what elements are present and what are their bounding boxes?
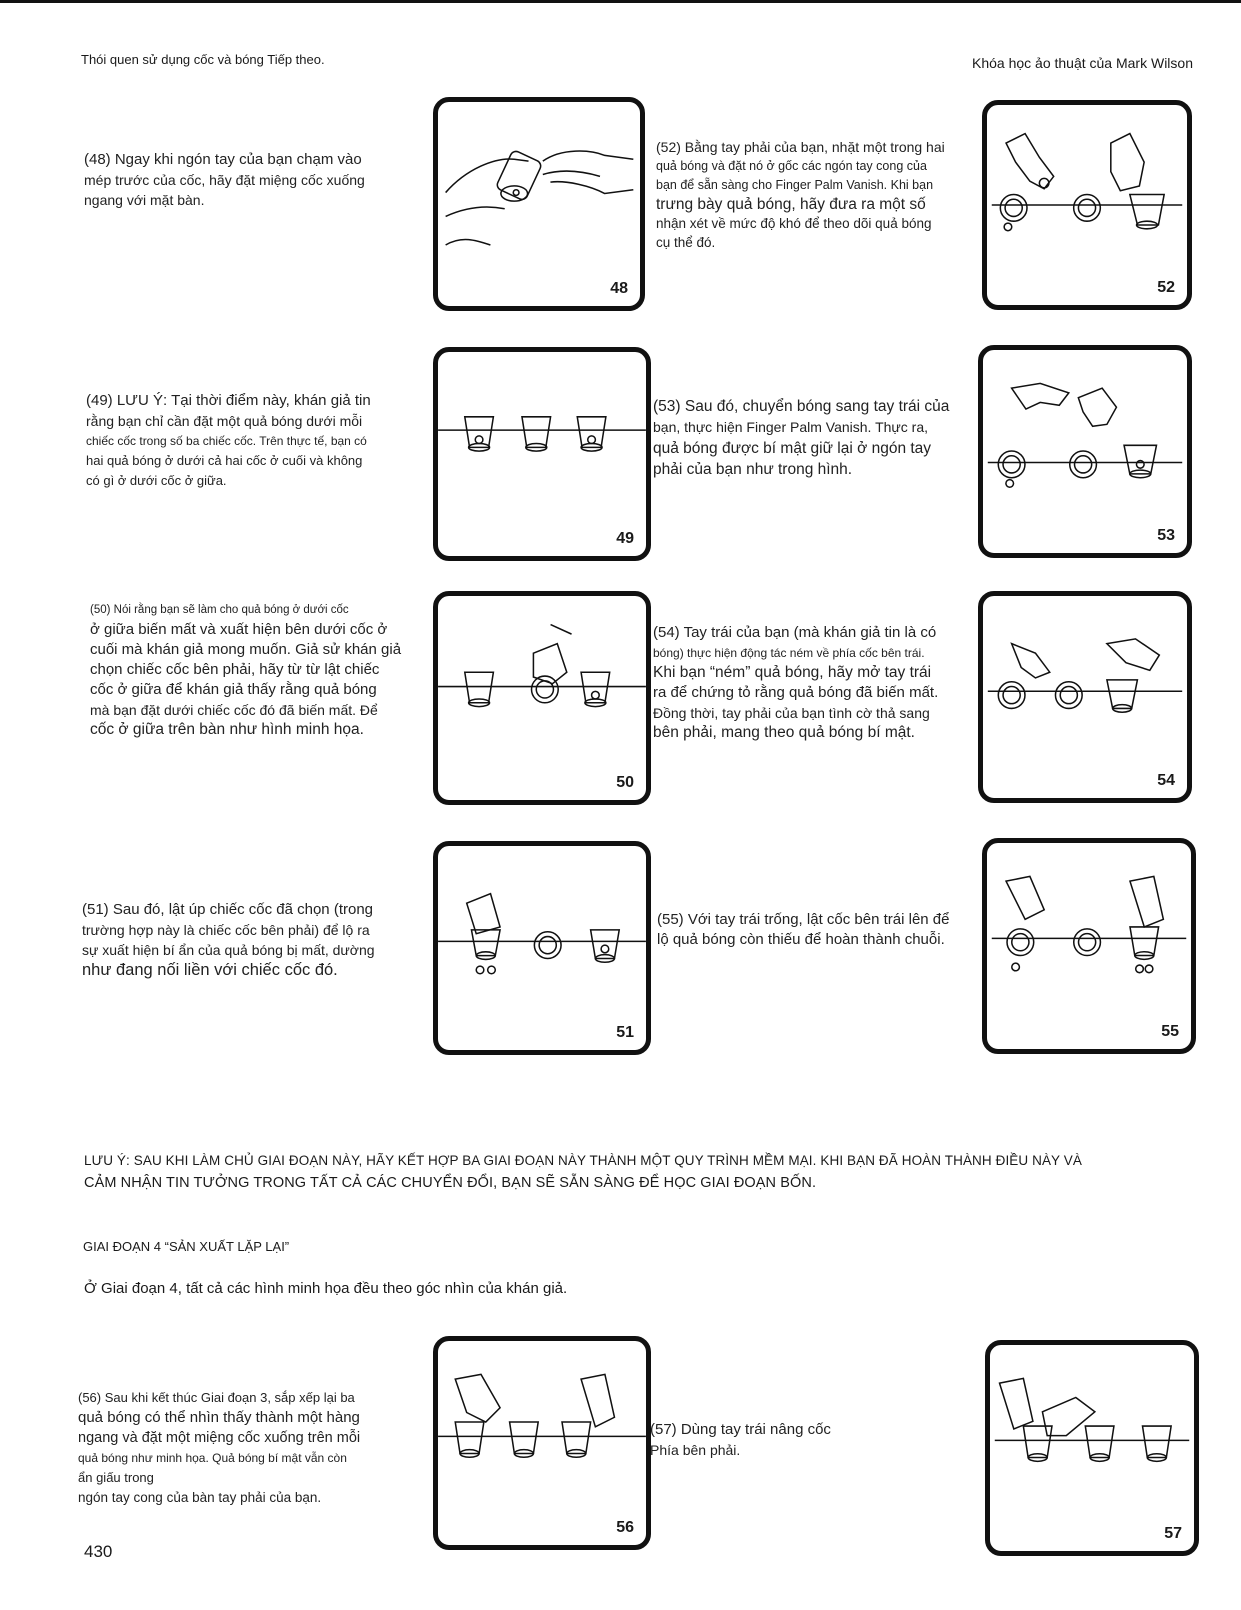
figure-52-drawing: [987, 105, 1187, 305]
figure-53-drawing: [983, 350, 1187, 553]
phase-note: LƯU Ý: SAU KHI LÀM CHỦ GIAI ĐOẠN NÀY, HÃY KẾT HỢP BA GIAI ĐOẠN NÀY THÀNH MỘT QUY TRÌNH MỀM MẠI. KHI BẠN ĐÃ HOÀN THÀNH ĐIỀU NÀY VÀ CẢM NHẬN TIN TƯỞNG TRONG TẤT CẢ CÁC CHUYỂN ĐỔI, BẠN SẼ SẴN SÀNG ĐỂ HỌC GIAI ĐOẠN BỐN.: [84, 1153, 1082, 1191]
figure-48-number: 48: [610, 280, 628, 297]
figure-57-number: 57: [1164, 1525, 1182, 1542]
caption-step-50: (50) Nói rằng bạn sẽ làm cho quả bóng ở dưới cốc ở giữa biến mất và xuất hiện bên dưới cốc ở cuối mà khán giả mong muốn. Giả sử khán giả chọn chiếc cốc bên phải, hãy từ từ lật chiếc cốc ở giữa để khán giả thấy rằng quả bóng mà bạn đặt dưới chiếc cốc đó đã biến mất. Để cốc ở giữa trên bàn như hình minh họa.: [90, 604, 402, 738]
figure-51-drawing: [438, 846, 646, 1050]
caption-step-53: (53) Sau đó, chuyển bóng sang tay trái của bạn, thực hiện Finger Palm Vanish. Thực ra, quả bóng được bí mật giữ lại ở ngón tay phải của bạn như trong hình.: [653, 398, 950, 478]
figure-54-drawing: [983, 596, 1187, 798]
caption-step-51: (51) Sau đó, lật úp chiếc cốc đã chọn (trong trường hợp này là chiếc cốc bên phải) để lộ ra sự xuất hiện bí ẩn của quả bóng bị mất, dường như đang nối liền với chiếc cốc đó.: [82, 901, 375, 979]
figure-52: [982, 100, 1192, 310]
caption-step-57: (57) Dùng tay trái nâng cốc Phía bên phải.: [650, 1421, 831, 1458]
figure-49: [433, 347, 651, 561]
figure-48-drawing: [438, 102, 640, 306]
caption-step-49: (49) LƯU Ý: Tại thời điểm này, khán giả tin rằng bạn chỉ cần đặt một quả bóng dưới mỗi chiếc cốc trong số ba chiếc cốc. Trên thực tế, bạn có hai quả bóng ở dưới cả hai cốc ở cuối và không có gì ở dưới cốc ở giữa.: [86, 392, 371, 488]
caption-step-52: (52) Bằng tay phải của bạn, nhặt một trong hai quả bóng và đặt nó ở gốc các ngón tay cong của bạn để sẵn sàng cho Finger Palm Vanish. Khi bạn trưng bày quả bóng, hãy đưa ra một số nhận xét về mức độ khó để theo dõi quả bóng cụ thể đó.: [656, 139, 945, 250]
figure-57-drawing: [990, 1345, 1194, 1551]
figure-49-number: 49: [616, 530, 634, 547]
figure-54: [978, 591, 1192, 803]
caption-step-48: (48) Ngay khi ngón tay của bạn chạm vào mép trước của cốc, hãy đặt miệng cốc xuống ngang với mặt bàn.: [84, 151, 365, 208]
figure-51: [433, 841, 651, 1055]
figure-56-number: 56: [616, 1519, 634, 1536]
figure-53: [978, 345, 1192, 558]
figure-55-number: 55: [1161, 1023, 1179, 1040]
figure-53-number: 53: [1157, 527, 1175, 544]
running-header-left: Thói quen sử dụng cốc và bóng Tiếp theo.: [81, 52, 325, 67]
figure-50: [433, 591, 651, 805]
figure-48: [433, 97, 645, 311]
page-number: 430: [84, 1542, 113, 1561]
caption-step-55: (55) Với tay trái trống, lật cốc bên trái lên để lộ quả bóng còn thiếu để hoàn thành chuỗi.: [657, 911, 950, 948]
figure-56: [433, 1336, 651, 1550]
running-header-right: Khóa học ảo thuật của Mark Wilson: [971, 55, 1193, 71]
figure-50-number: 50: [616, 774, 634, 791]
phase-4-title: GIAI ĐOẠN 4 “SẢN XUẤT LẶP LẠI”: [83, 1239, 290, 1254]
figure-52-number: 52: [1157, 279, 1175, 296]
figure-54-number: 54: [1157, 772, 1175, 789]
caption-step-54: (54) Tay trái của bạn (mà khán giả tin là có bóng) thực hiện động tác ném về phía cốc bên trái. Khi bạn “ném” quả bóng, hãy mở tay trái ra để chứng tỏ rằng quả bóng đã biến mất. Đồng thời, tay phải của bạn tình cờ thả sang bên phải, mang theo quả bóng bí mật.: [653, 624, 939, 741]
figure-51-number: 51: [616, 1024, 634, 1041]
figure-50-drawing: [438, 596, 646, 800]
figure-55: [982, 838, 1196, 1054]
figure-49-drawing: [438, 352, 646, 556]
figure-55-drawing: [987, 843, 1191, 1049]
phase-4-intro: Ở Giai đoạn 4, tất cả các hình minh họa đều theo góc nhìn của khán giả.: [84, 1280, 568, 1297]
caption-step-56: (56) Sau khi kết thúc Giai đoạn 3, sắp xếp lại ba quả bóng có thể nhìn thấy thành một hàng ngang và đặt một miệng cốc xuống trên mỗi quả bóng như minh họa. Quả bóng bí mật vẫn còn ẩn giấu trong ngón tay cong của bàn tay phải của bạn.: [78, 1390, 361, 1505]
figure-57: [985, 1340, 1199, 1556]
figure-56-drawing: [438, 1341, 646, 1545]
top-rule: [0, 0, 1241, 3]
